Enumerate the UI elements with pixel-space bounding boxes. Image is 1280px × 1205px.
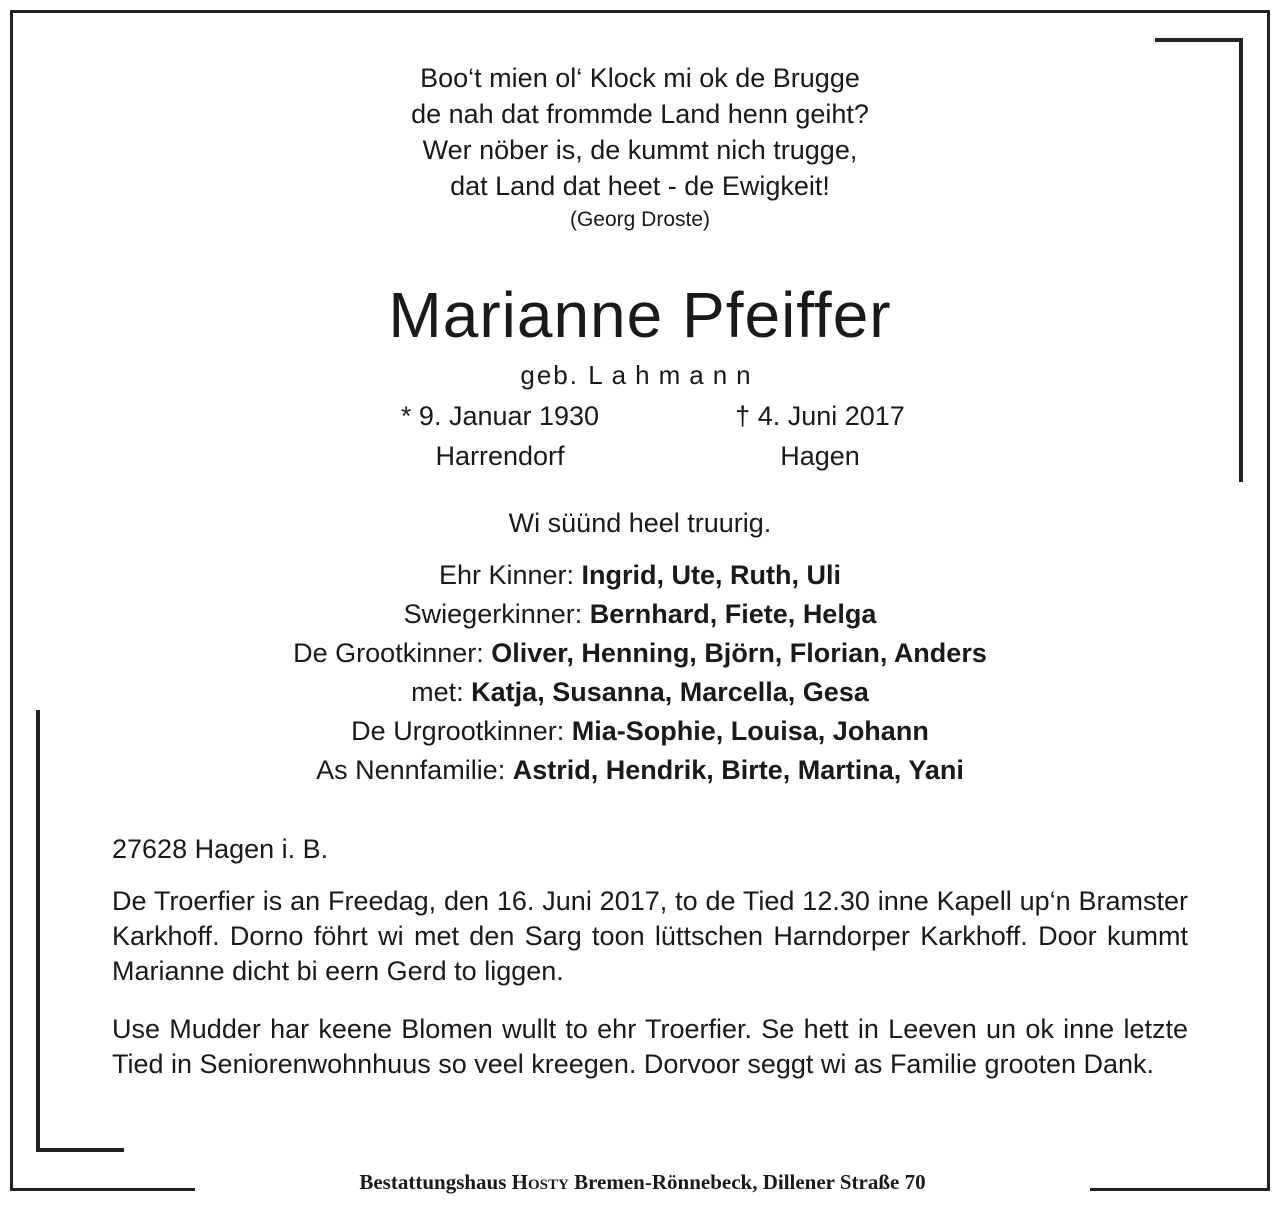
death-info	[700, 396, 940, 476]
birth-info	[380, 396, 620, 476]
family-row	[0, 595, 1280, 634]
border-top	[10, 10, 1270, 13]
family-label: De Grootkinner:	[293, 638, 484, 668]
border-bottom-left	[10, 1188, 195, 1191]
funeral-paragraph: De Troerfier is an Freedag, den 16. Juni 2017, to de Tied 12.30 inne Kapell up‘n Bramster Karkhoff. Dorno föhrt wi met den Sarg toon lüttschen Harndorper Karkhoff. Door kummt Marianne dicht bi eern Gerd to liggen.	[112, 886, 1188, 986]
birth-date: * 9. Januar 1930	[400, 401, 600, 431]
birth-place: Harrendorf	[435, 441, 565, 471]
funeral-home-footer	[200, 1170, 1085, 1195]
corner-ornament-top-right-h	[1155, 38, 1243, 42]
deceased-name: Marianne Pfeiffer	[388, 279, 892, 351]
poem-line: Wer nöber is, de kummt nich trugge,	[422, 135, 858, 165]
family-row	[0, 712, 1280, 751]
family-label: met:	[411, 677, 464, 707]
family-names: Ingrid, Ute, Ruth, Uli	[581, 560, 842, 590]
family-names: Mia-Sophie, Louisa, Johann	[571, 716, 929, 746]
family-names: Astrid, Hendrik, Birte, Martina, Yani	[512, 755, 964, 785]
family-label: Swiegerkinner:	[403, 599, 583, 629]
family-label: As Nennfamilie:	[316, 755, 506, 785]
footer-suffix: Bremen-Rönnebeck, Dillener Straße 70	[574, 1170, 926, 1194]
death-place: Hagen	[780, 441, 860, 471]
family-label: De Urgrootkinner:	[351, 716, 565, 746]
birth-name	[0, 360, 1280, 391]
footer-brand: Hosty	[511, 1170, 569, 1194]
family-row	[0, 634, 1280, 673]
birth-name-prefix: geb.	[520, 360, 579, 390]
mourning-line: Wi süünd heel truurig.	[508, 508, 772, 538]
poem-line: Boo‘t mien ol‘ Klock mi ok de Brugge	[420, 63, 860, 93]
family-row	[0, 751, 1280, 790]
footer-prefix: Bestattungshaus	[359, 1170, 507, 1194]
family-label: Ehr Kinner:	[438, 560, 575, 590]
birth-name-value: Lahmann	[588, 360, 760, 390]
family-row	[0, 673, 1280, 712]
family-list	[0, 556, 1280, 790]
border-bottom-right	[1090, 1188, 1270, 1191]
poem-line: dat Land dat heet - de Ewigkeit!	[450, 171, 830, 201]
poem	[0, 60, 1280, 204]
family-names: Katja, Susanna, Marcella, Gesa	[471, 677, 869, 707]
family-names: Oliver, Henning, Björn, Florian, Anders	[491, 638, 987, 668]
family-names: Bernhard, Fiete, Helga	[589, 599, 877, 629]
poem-author: (Georg Droste)	[569, 208, 711, 231]
thanks-paragraph: Use Mudder har keene Blomen wullt to ehr Troerfier. Se hett in Leeven un ok inne letzte Tied in Seniorenwohnhuus so veel kreegen. Dorvoor seggt wi as Familie grooten Dank.	[112, 1014, 1188, 1079]
place: 27628 Hagen i. B.	[112, 834, 329, 864]
family-row	[0, 556, 1280, 595]
corner-ornament-bottom-left-h	[36, 1148, 124, 1152]
death-date: † 4. Juni 2017	[735, 401, 905, 431]
poem-line: de nah dat frommde Land henn geiht?	[411, 99, 869, 129]
